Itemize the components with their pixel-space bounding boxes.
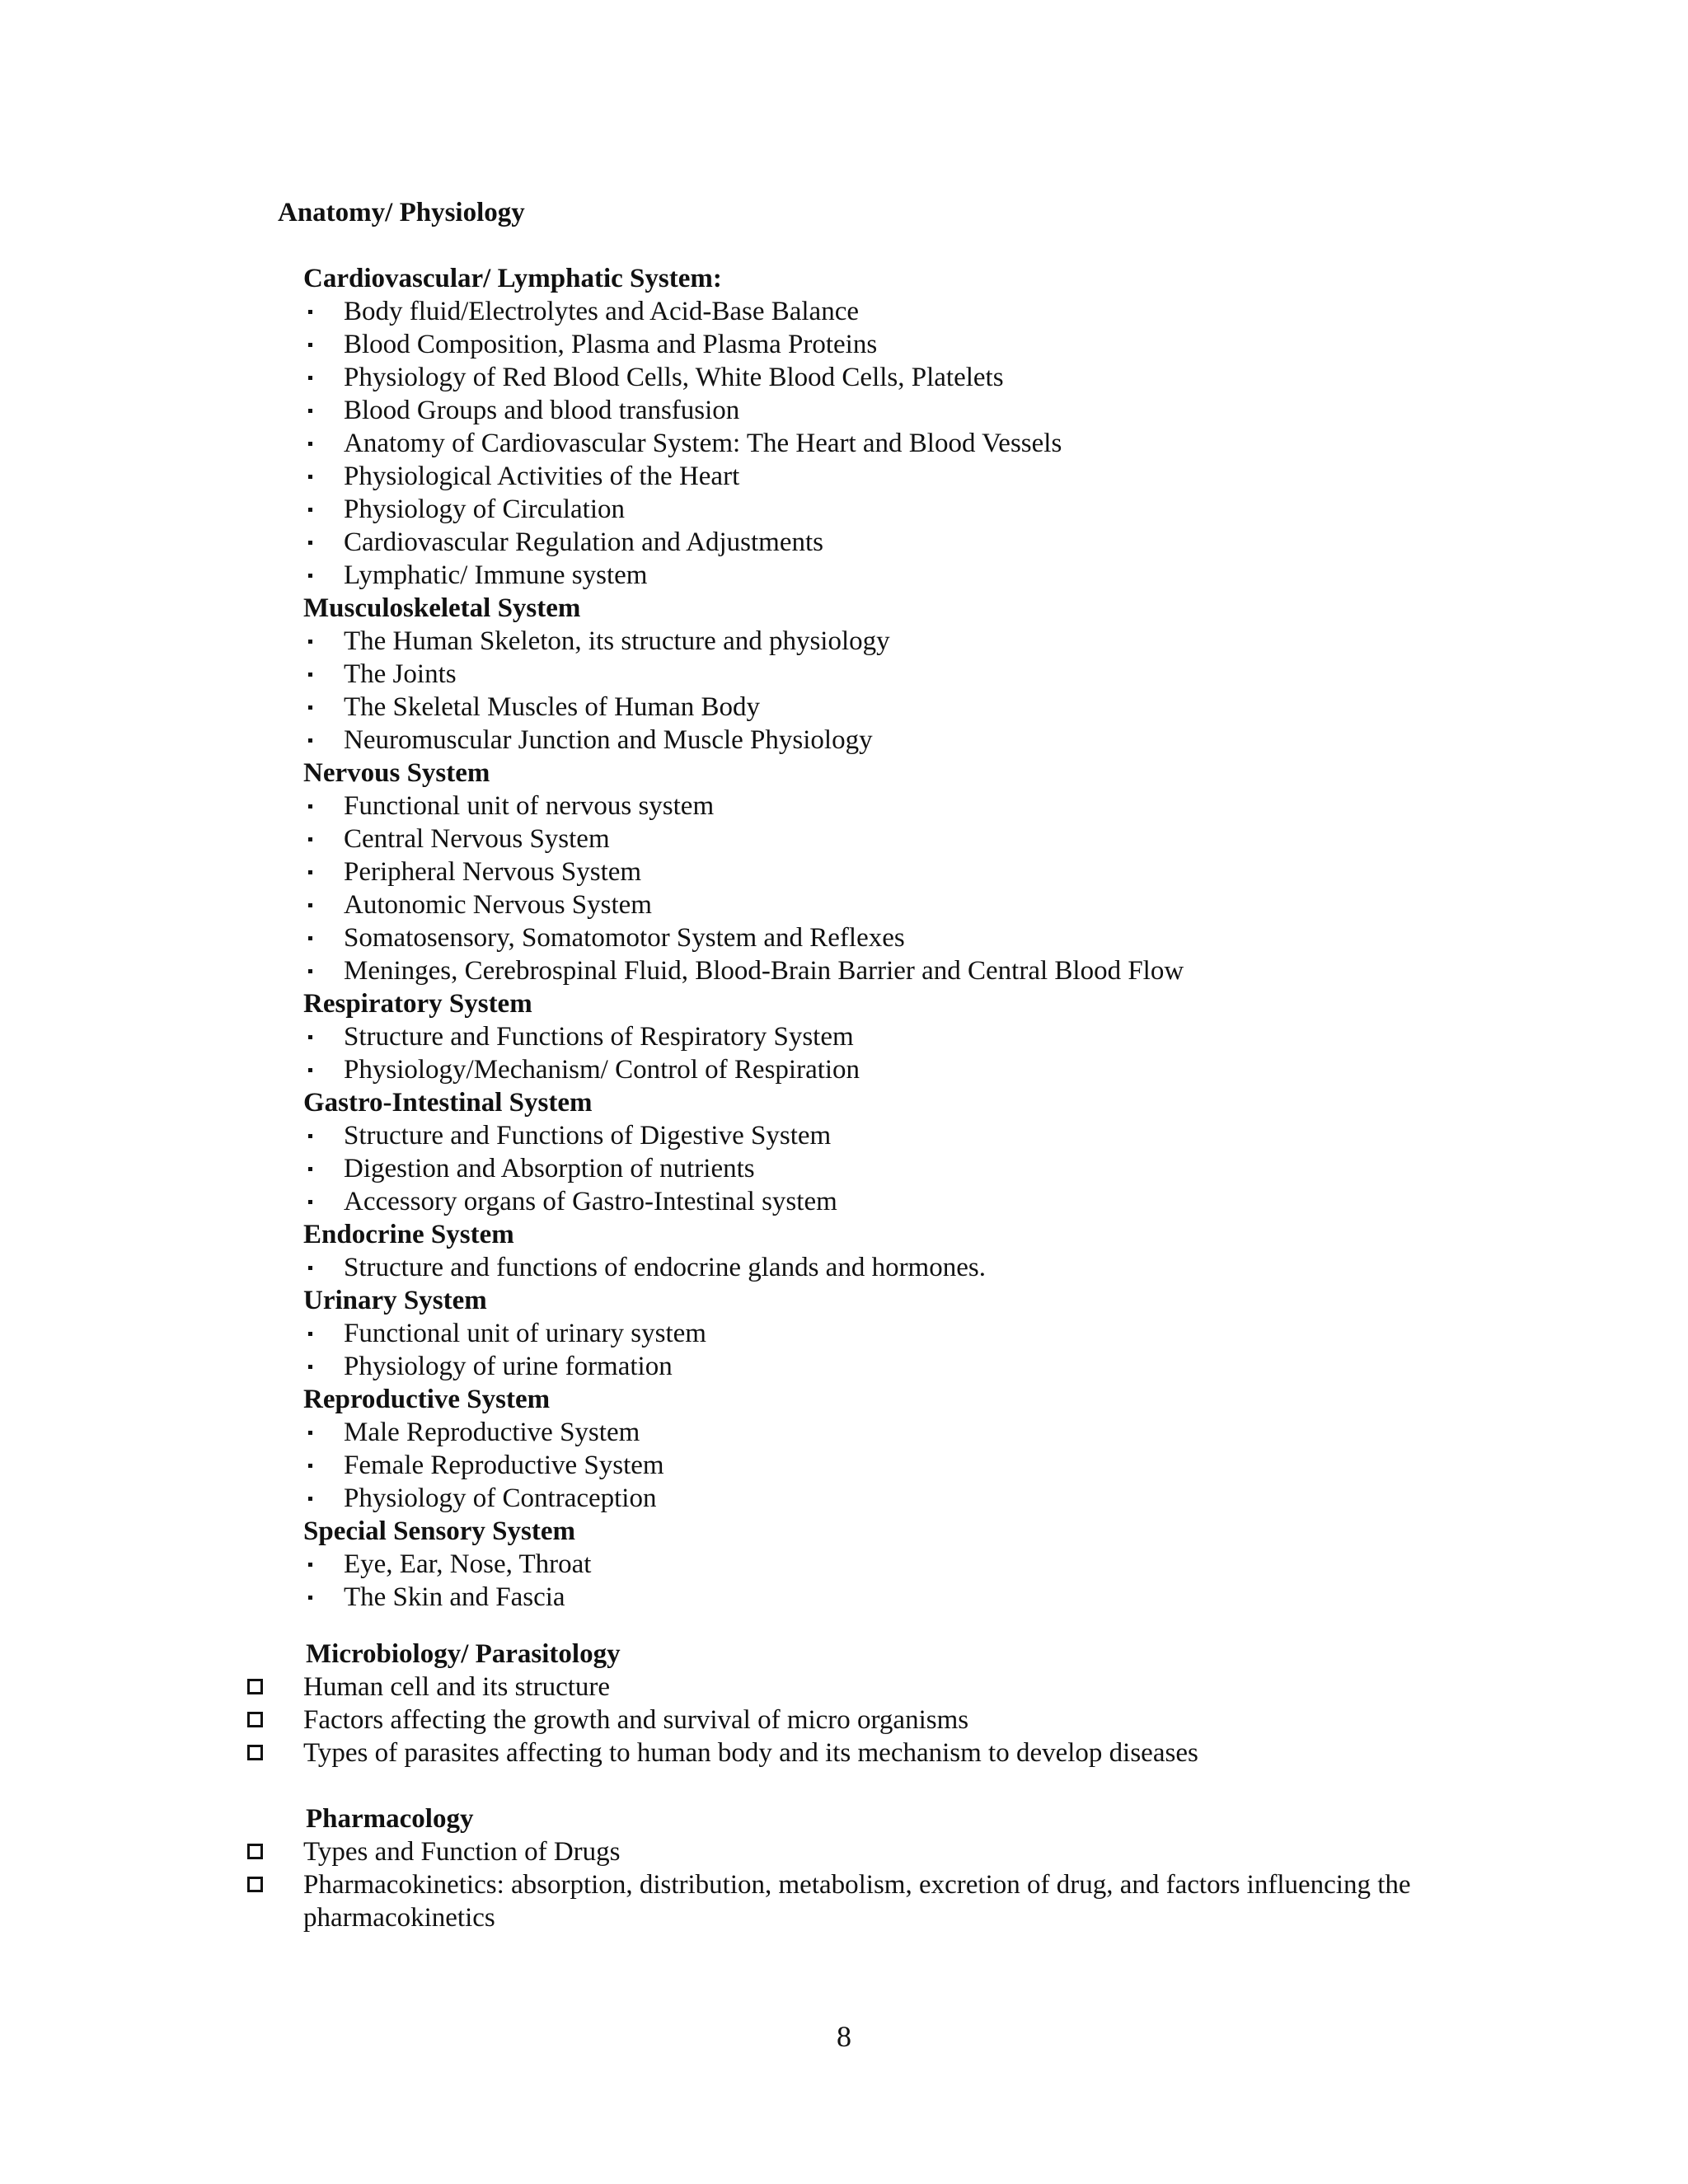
bullet-icon	[308, 673, 312, 677]
bullet-icon	[308, 1464, 312, 1468]
list-item: Accessory organs of Gastro-Intestinal system	[0, 1185, 1688, 1218]
bullet-icon	[308, 1035, 312, 1039]
list-item: The Skin and Fascia	[0, 1581, 1688, 1614]
bullet-icon	[308, 574, 312, 578]
list-item: Pharmacokinetics: absorption, distribution, metabolism, excretion of drug, and factors influencing the pharmacokinetics	[303, 1868, 1474, 1934]
bullet-icon	[308, 343, 312, 347]
bullet-icon	[308, 1497, 312, 1501]
pharmacology-title: Pharmacology	[306, 1804, 474, 1834]
list-item: Types and Function of Drugs	[303, 1835, 620, 1868]
list-item: Neuromuscular Junction and Muscle Physiology	[0, 724, 1688, 757]
bullet-icon	[308, 475, 312, 479]
bullet-icon	[308, 508, 312, 512]
bullet-icon	[308, 1431, 312, 1435]
bullet-icon	[308, 870, 312, 874]
page-number: 8	[837, 2020, 851, 2053]
list-item: Structure and functions of endocrine glands and hormones.	[0, 1251, 1688, 1284]
list-item: The Joints	[0, 658, 1688, 691]
section-heading: Special Sensory System	[303, 1516, 575, 1546]
bullet-icon	[308, 969, 312, 973]
bullet-icon	[308, 409, 312, 413]
bullet-icon	[308, 738, 312, 743]
section-heading: Gastro-Intestinal System	[303, 1088, 593, 1118]
list-item: Meninges, Cerebrospinal Fluid, Blood-Brain Barrier and Central Blood Flow	[0, 954, 1688, 987]
list-item: Functional unit of nervous system	[0, 790, 1688, 823]
list-item: Physiology of Red Blood Cells, White Blood Cells, Platelets	[0, 361, 1688, 394]
bullet-icon	[308, 936, 312, 940]
list-item: Autonomic Nervous System	[0, 888, 1688, 921]
section-heading: Nervous System	[303, 758, 490, 788]
list-item: Somatosensory, Somatomotor System and Reflexes	[0, 921, 1688, 954]
bullet-icon	[308, 541, 312, 545]
list-item: Physiology of Circulation	[0, 493, 1688, 526]
bullet-icon	[308, 1332, 312, 1336]
list-item: The Human Skeleton, its structure and physiology	[0, 625, 1688, 658]
list-item: Structure and Functions of Digestive System	[0, 1119, 1688, 1152]
list-item: Blood Composition, Plasma and Plasma Proteins	[0, 328, 1688, 361]
list-item: Anatomy of Cardiovascular System: The Heart and Blood Vessels	[0, 427, 1688, 460]
list-item: Female Reproductive System	[0, 1449, 1688, 1482]
bullet-icon	[308, 705, 312, 710]
bullet-icon	[308, 837, 312, 841]
list-item: Factors affecting the growth and survival of micro organisms	[303, 1704, 968, 1736]
anatomy-topic-list	[0, 262, 1688, 1614]
section-heading: Urinary System	[303, 1286, 487, 1315]
list-item: The Skeletal Muscles of Human Body	[0, 691, 1688, 724]
bullet-icon	[308, 1266, 312, 1270]
checkbox-icon	[247, 1745, 263, 1760]
list-item: Male Reproductive System	[0, 1416, 1688, 1449]
bullet-icon	[308, 640, 312, 644]
list-item: Central Nervous System	[0, 823, 1688, 855]
section-heading: Endocrine System	[303, 1220, 514, 1249]
list-item: Blood Groups and blood transfusion	[0, 394, 1688, 427]
checkbox-icon	[247, 1679, 263, 1694]
bullet-icon	[308, 1134, 312, 1138]
bullet-icon	[308, 376, 312, 380]
bullet-icon	[308, 442, 312, 446]
bullet-icon	[308, 1563, 312, 1567]
list-item: Physiology of urine formation	[0, 1350, 1688, 1383]
bullet-icon	[308, 1365, 312, 1369]
list-item: Cardiovascular Regulation and Adjustments	[0, 526, 1688, 559]
bullet-icon	[308, 804, 312, 808]
checkbox-icon	[247, 1712, 263, 1727]
list-item: Peripheral Nervous System	[0, 855, 1688, 888]
bullet-icon	[308, 1200, 312, 1204]
section-heading: Respiratory System	[303, 989, 532, 1019]
list-item: Digestion and Absorption of nutrients	[0, 1152, 1688, 1185]
bullet-icon	[308, 1068, 312, 1072]
list-item: Human cell and its structure	[303, 1671, 610, 1704]
list-item: Structure and Functions of Respiratory System	[0, 1020, 1688, 1053]
list-item: Body fluid/Electrolytes and Acid-Base Balance	[0, 295, 1688, 328]
list-item: Physiology/Mechanism/ Control of Respiration	[0, 1053, 1688, 1086]
checkbox-icon	[247, 1877, 263, 1892]
list-item: Lymphatic/ Immune system	[0, 559, 1688, 592]
bullet-icon	[308, 1167, 312, 1171]
list-item: Physiological Activities of the Heart	[0, 460, 1688, 493]
bullet-icon	[308, 1596, 312, 1600]
list-item: Physiology of Contraception	[0, 1482, 1688, 1515]
bullet-icon	[308, 310, 312, 314]
bullet-icon	[308, 903, 312, 907]
list-item: Eye, Ear, Nose, Throat	[0, 1548, 1688, 1581]
section-heading: Musculoskeletal System	[303, 593, 581, 623]
checkbox-icon	[247, 1844, 263, 1859]
section-heading: Reproductive System	[303, 1385, 551, 1414]
page-title: Anatomy/ Physiology	[278, 198, 525, 227]
list-item: Functional unit of urinary system	[0, 1317, 1688, 1350]
list-item: Types of parasites affecting to human body and its mechanism to develop diseases	[303, 1736, 1198, 1769]
microbiology-title: Microbiology/ Parasitology	[306, 1639, 621, 1669]
section-heading: Cardiovascular/ Lymphatic System:	[303, 264, 722, 293]
